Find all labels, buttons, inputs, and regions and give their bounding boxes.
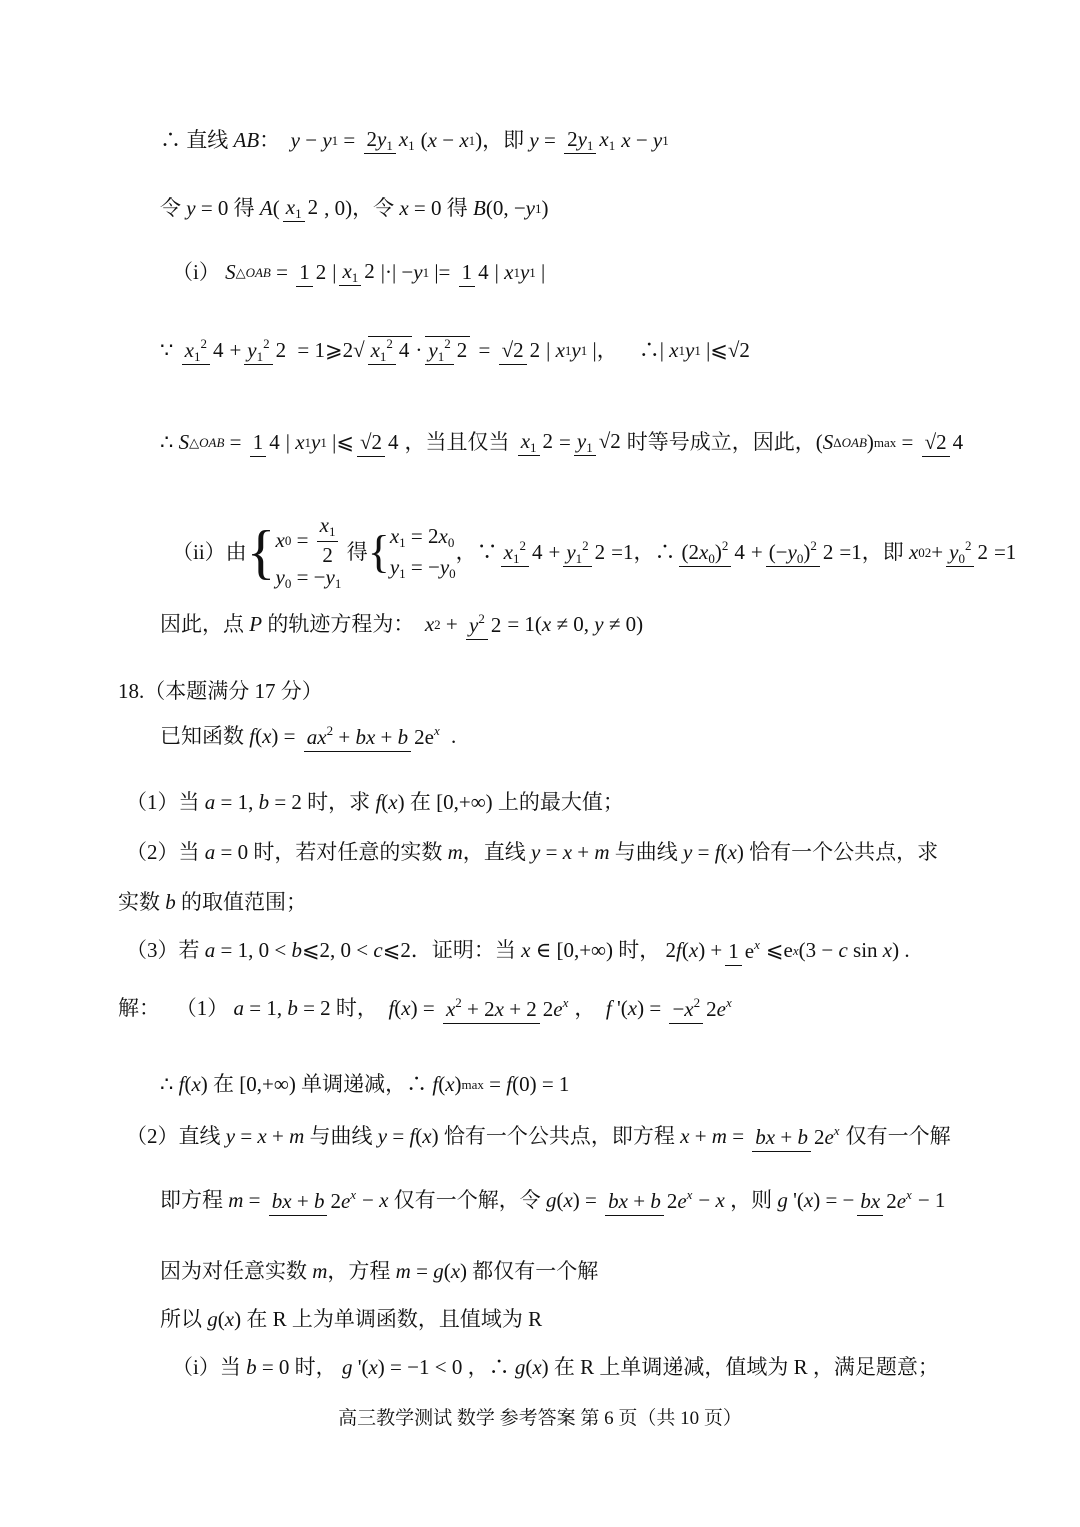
line-10: （1）当 a = 1, b = 2 时，求 f ( x ) 在 [0,+∞) 上的最大值； [126, 790, 624, 814]
line-7: 因此，点 P 的轨迹方程为： x 2 + $y^2$ 2 = 1( x ≠ 0, y ≠ 0) [160, 612, 643, 637]
line-6: （ii）由 { x 0 = $\frac{x_1}{2}$ $y_0 = -y_1$ 得 { $x_1 = 2x_0$ $y_1 = -y_0$ ，∵ $x_1^2$ 4 + $y_1^2$ 2 =1，∴ $(2x_0)^2$ 4 + $(-y_0)^2$ 2 =1，即 x 0 2 + $y_0^2$ 2 =1 [172, 513, 1017, 592]
line-15: ∴ f ( x ) 在 [0,+∞) 单调递减，∴ f ( x ) max = f (0) = 1 [160, 1072, 570, 1096]
line-16: （2）直线 y = x + m 与曲线 y = f ( x ) 恰有一个公共点，即方程 x + m = bx + b $2e^x$ 仅有一个解 [126, 1124, 951, 1149]
line-12: 实数 b 的取值范围； [118, 890, 307, 914]
line-4: ∵ $x_1^2$ 4 + $y_1^2$ 2 = 1⩾2√ $x_1^2$ 4 · $y_1^2$ 2 = √2 2 | x 1 y 1 |， ∴| x 1 y 1 |⩽√2 [160, 335, 750, 364]
line-17: 即方程 m = bx + b $2e^x$ − x 仅有一个解，令 g ( x ) = bx + b $2e^x$ − x ，则 g '( x ) = − bx $2e^x$ − 1 [160, 1188, 945, 1213]
line-13: （3）若 a = 1, 0 < b ⩽2, 0 < c ⩽2．证明：当 x ∈ [0,+∞) 时， 2 f ( x ) + 1 $e^x$ ⩽e x (3 − c sin x ) . [126, 938, 910, 963]
page-footer: 高三教学测试 数学 参考答案 第 6 页（共 10 页） [338, 1408, 742, 1429]
line-3: （i） S △OAB = 1 2 | $x_1$ 2 |·| − y 1 |= 1 4 | x 1 y 1 | [172, 260, 545, 285]
line-11: （2）当 a = 0 时，若对任意的实数 m ，直线 y = x + m 与曲线 y = f ( x ) 恰有一个公共点，求 [126, 840, 939, 864]
line-19: 所以 g ( x ) 在 R 上为单调函数，且值域为 R [160, 1307, 543, 1331]
line-14: 解： （1） a = 1, b = 2 时， f ( x ) = $x^2 + 2x + 2$ $2e^x$ ， f '( x ) = $-x^2$ $2e^x$ [118, 996, 738, 1021]
line-5: ∴ S △OAB = 1 4 | x 1 y 1 |⩽ √2 4 ，当且仅当 $x_1$ 2 = $y_1$ √2 时等号成立，因此，( S ΔOAB ) max = √2 4 [160, 430, 969, 455]
line-18: 因为对任意实数 m ，方程 m = g ( x ) 都仅有一个解 [160, 1259, 599, 1283]
line-1: ∴ 直线 AB ： y − y 1 = $2y_1$ $x_1$ ( x − x 1 )，即 y = $2y_1$ $x_1$ x − y 1 [160, 127, 669, 153]
line-9: 已知函数 f ( x ) = $ax^2$ + bx + b $2e^x$ . [160, 724, 456, 749]
line-20: （i）当 b = 0 时， g '( x ) = −1 < 0 ，∴ g ( x ) 在 R 上单调递减，值域为 R ，满足题意； [172, 1355, 939, 1379]
line-8: 18.（本题满分 17 分） [118, 679, 323, 703]
line-2: 令 y = 0 得 A ( $x_1$ 2 , 0)，令 x = 0 得 B (0, − y 1 ) [160, 195, 549, 221]
